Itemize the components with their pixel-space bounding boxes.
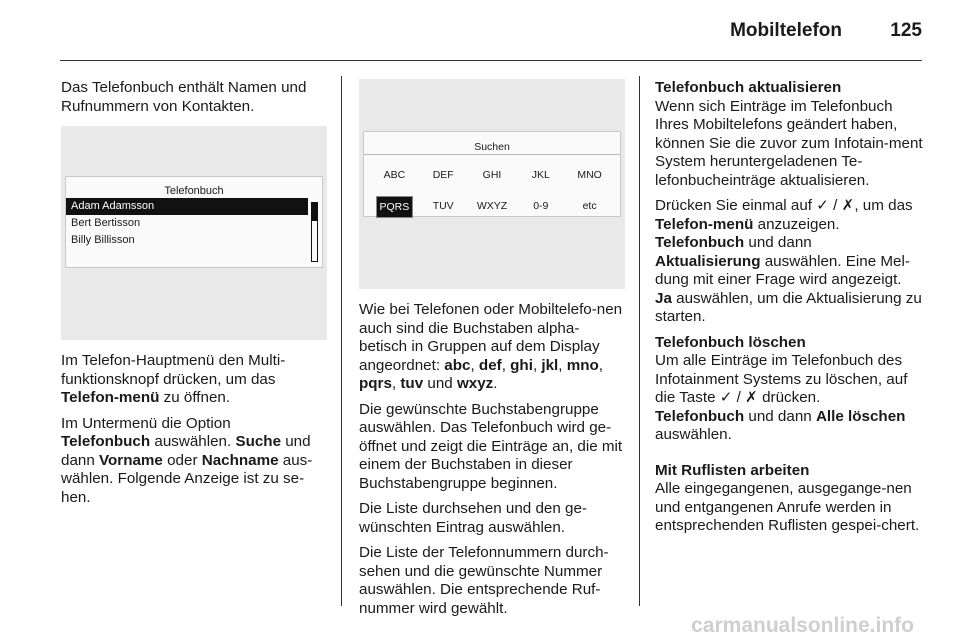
watermark: carmanualsonline.info <box>691 614 914 637</box>
column-divider-2 <box>639 76 640 606</box>
text: Um alle Einträge im Telefonbuch des Infotainment Systems zu löschen, auf die Taste <box>655 352 908 406</box>
paragraph-delete-steps <box>655 352 925 445</box>
text: . <box>493 375 498 392</box>
letter-group-key[interactable]: 0-9 <box>533 199 549 212</box>
menu-term: Telefonbuch <box>655 234 745 251</box>
menu-term: Telefonbuch <box>61 433 151 450</box>
letter-group: def <box>478 356 502 374</box>
phonebook-screenshot <box>61 126 327 340</box>
phonebook-entry[interactable]: Bert Bertisson <box>71 217 141 229</box>
phonebook-title: Telefonbuch <box>164 185 224 197</box>
column-2 <box>359 79 625 625</box>
text: und <box>423 375 457 392</box>
header-title: Mobiltelefon <box>730 20 842 41</box>
text: , <box>598 356 604 374</box>
text: , <box>558 356 567 374</box>
text: oder <box>162 451 202 469</box>
column-3 <box>655 79 925 543</box>
letter-group: tuv <box>400 375 424 392</box>
paragraph-update-intro: Wenn sich Einträge im Telefonbuch Ihres Mobiltelefons geändert haben, können Sie die zuvor zum Infotain-ment System heruntergeladenen Te-lefonbucheinträge aktualisieren. <box>655 97 923 189</box>
letter-group-key[interactable]: JKL <box>531 169 550 181</box>
phone-keys-icon: ✓ / ✗ <box>816 197 855 214</box>
paragraph-browse-list: Die Liste durchsehen und den ge-wünschten Eintrag auswählen. <box>359 500 587 536</box>
column-1 <box>61 79 327 514</box>
letter-group-key[interactable]: ABC <box>383 169 406 181</box>
text: Im Telefon-Hauptmenü den Multi-funktionsknopf drücken, um das <box>61 352 286 388</box>
heading-update-phonebook: Telefonbuch aktualisieren <box>655 79 842 96</box>
letter-group-key[interactable]: WXYZ <box>476 199 508 212</box>
letter-group-grid <box>364 155 620 218</box>
letter-group-key[interactable]: TUV <box>432 199 454 212</box>
phone-keys-icon: ✓ / ✗ <box>719 389 758 406</box>
text: , <box>470 356 479 374</box>
heading-call-lists: Mit Ruflisten arbeiten <box>655 461 810 479</box>
menu-term: Aktualisierung <box>655 252 761 270</box>
text: und dann <box>61 433 311 469</box>
menu-term: Telefon-menü <box>655 215 754 233</box>
text: auswählen. <box>150 433 236 450</box>
menu-term: Nachname <box>201 451 279 469</box>
letter-group: mno <box>566 356 599 374</box>
menu-term: Ja <box>655 289 672 307</box>
letter-group-key-selected[interactable]: PQRS <box>376 196 414 219</box>
text: auswählen, um die Aktualisierung zu starten. <box>655 289 922 325</box>
letter-group: pqrs <box>359 375 392 392</box>
text: Drücken Sie einmal auf <box>655 197 817 214</box>
paragraph-select-group: Die gewünschte Buchstabengruppe auswählen. Das Telefonbuch wird ge-öffnet und zeigt die Einträge an, die mit einem der Buchstaben in dieser Buchstabengruppe beginnen. <box>359 400 623 492</box>
search-screen <box>363 131 621 217</box>
paragraph-letter-groups <box>359 301 625 394</box>
paragraph-select-option <box>61 415 327 508</box>
letter-group-key[interactable]: etc <box>582 199 597 212</box>
text: und dann <box>744 234 812 251</box>
phonebook-entry[interactable]: Adam Adamsson <box>66 198 308 215</box>
paragraph-select-number: Die Liste der Telefonnummern durch-sehen und die gewünschte Nummer auswählen. Die entsprechende Ruf-nummer wird gewählt. <box>359 544 609 617</box>
text: aus-wählen. Folgende Anzeige ist zu se-hen. <box>61 451 313 506</box>
text: Wie bei Telefonen oder Mobiltelefo-nen auch sind die Buchstaben alpha-betisch in Gruppen auf dem Display angeordnet: <box>359 301 623 374</box>
letter-group-key[interactable]: DEF <box>432 169 454 181</box>
search-title: Suchen <box>364 132 620 155</box>
letter-group: wxyz <box>456 375 494 392</box>
text: auswählen. <box>655 426 732 443</box>
phonebook-screen <box>65 176 323 268</box>
search-screenshot <box>359 79 625 289</box>
menu-term: Alle löschen <box>815 407 906 425</box>
phonebook-entry[interactable]: Billy Billisson <box>71 234 135 246</box>
text: anzuzeigen. <box>753 215 840 233</box>
heading-delete-phonebook: Telefonbuch löschen <box>655 333 806 351</box>
text: , um das <box>854 197 913 214</box>
menu-term: Suche <box>235 433 282 450</box>
letter-group: abc <box>444 356 471 374</box>
text: , <box>391 375 401 392</box>
paragraph-call-lists: Alle eingegangenen, ausgegange-nen und entgangenen Anrufe werden in entsprechenden Ruflisten gespei-chert. <box>655 480 920 534</box>
letter-group: ghi <box>510 356 533 374</box>
text: , <box>501 356 511 374</box>
letter-group-key[interactable]: GHI <box>482 169 502 181</box>
text: und dann <box>744 407 816 425</box>
text: auswählen. Eine Mel-dung mit einer Frage wird angezeigt. <box>655 252 910 288</box>
phonebook-scrollbar[interactable] <box>311 202 318 262</box>
text: zu öffnen. <box>159 389 231 406</box>
paragraph-update-steps <box>655 197 925 327</box>
text: Im Untermenü die Option <box>61 414 231 432</box>
intro-paragraph: Das Telefonbuch enthält Namen und Rufnummern von Kontakten. <box>61 79 307 115</box>
letter-group: jkl <box>541 356 559 374</box>
column-divider-1 <box>341 76 342 606</box>
scrollbar-thumb[interactable] <box>312 203 317 221</box>
letter-group-key[interactable]: MNO <box>577 169 602 181</box>
paragraph-open-phone-menu <box>61 352 327 408</box>
page-number: 125 <box>890 20 922 41</box>
header-divider <box>60 60 922 61</box>
menu-term: Telefon-menü <box>61 389 160 406</box>
text: , <box>532 356 542 374</box>
menu-term: Telefonbuch <box>655 407 745 425</box>
text: drücken. <box>757 389 821 406</box>
menu-term: Vorname <box>99 451 163 469</box>
